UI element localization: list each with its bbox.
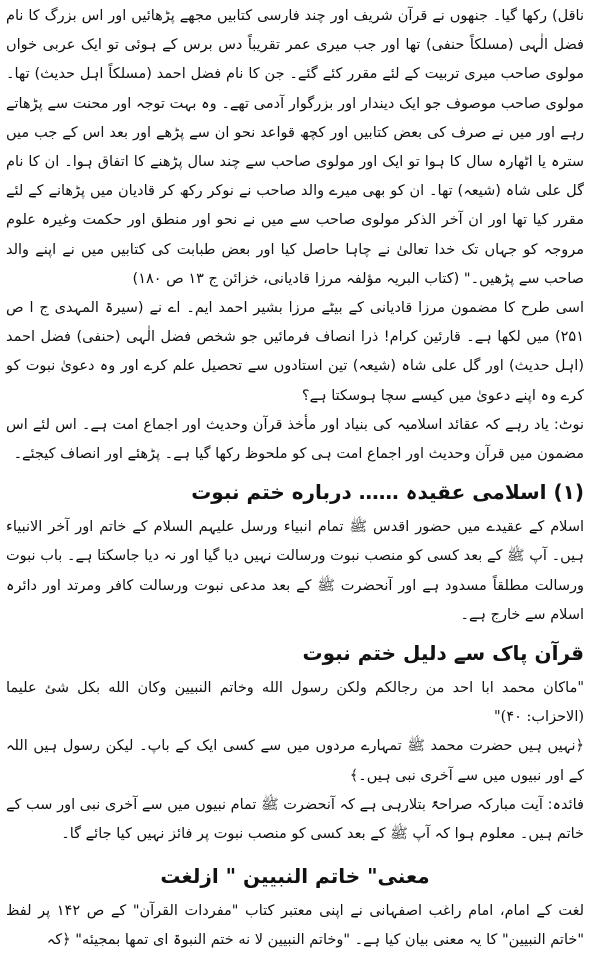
paragraph-biography: ناقل) رکھا گیا۔ جنھوں نے قرآن شریف اور چند فارسی کتابیں مجھے پڑھائیں اور اس بزرگ کا نام فضل الٰہی (مسلکاً حنفی) تھا اور جب میری عمر تقریباً دس برس کے ہوئی تو ایک عربی خواں مولوی صاحب میری تربیت کے لئے مقرر کئے گئے۔ جن کا نام فضل احمد (مسلکاً اہل حدیث) تھا۔ مولوی صاحب موصوف جو ایک دیندار اور بزرگوار آدمی تھے۔ وہ بہت توجہ اور محنت سے پڑھاتے رہے اور میں نے صرف کی بعض کتابیں اور کچھ قواعد نحو ان سے پڑھے اور بعد اس کے جب میں سترہ یا اٹھارہ سال کا ہوا تو ایک اور مولوی صاحب سے چند سال پڑھنے کا اتفاق ہوا۔ ان کا نام گل علی شاہ (شیعہ) تھا۔ ان کو بھی میرے والد صاحب نے نوکر رکھ کر قادیان میں پڑھانے کے لئے مقرر کیا تھا اور ان آخر الذکر مولوی صاحب سے میں نے نحو اور منطق اور حکمت وغیرہ علوم مروجہ کو جہاں تک خدا تعالیٰ نے چاہا حاصل کیا اور بعض طبابت کی کتابیں میں نے اپنے والد صاحب سے پڑھیں۔" (کتاب البریہ مؤلفہ مرزا قادیانی، خزائن ج ۱۳ ص ۱۸۰) <box>6 8 584 287</box>
section-heading-lexical-meaning: معنی" خاتم النبیین " ازلغت <box>160 864 430 889</box>
document-page <box>6 2 584 956</box>
verse-translation: ﴿نہیں ہیں حضرت محمد ﷺ تمہارے مردوں میں سے کسی ایک کے باپ۔ لیکن رسول ہیں اللہ کے اور نبیوں میں سے آخری نبی ہیں۔﴾ <box>6 738 584 784</box>
paragraph-teachers: اسی طرح کا مضمون مرزا قادیانی کے بیٹے مرزا بشیر احمد ایم۔ اے نے (سیرۃ المہدی ج ا ص ۲۵۱) میں لکھا ہے۔ قارئین کرام! ذرا انصاف فرمائیں جو شخص فضل الٰہی (حنفی) فضل احمد (اہل حدیث) اور گل علی شاہ (شیعہ) تین استادوں سے تحصیل علم کرے اور وہ دعویٰ نبوت کو کرے وہ اپنے دعویٰ میں کیسے سچا ہوسکتا ہے؟ <box>6 300 584 404</box>
paragraph-note: نوٹ: یاد رہے کہ عقائد اسلامیہ کی بنیاد اور مأخذ قرآن وحدیث اور اجماع امت ہے۔ اس لئے اس مضمون میں قرآن وحدیث اور اجماع امت ہی کو ملحوظ رکھا گیا ہے۔ پڑھئے اور انصاف کیجئے۔ <box>6 416 584 463</box>
paragraph-lughat: لغت کے امام، امام راغب اصفہانی نے اپنی معتبر کتاب "مفردات القرآن" کے ص ۱۴۲ پر لفظ "خاتم النبیین" کا یہ معنی بیان کیا ہے۔ "وخاتم النبیین لا نه ختم النبوۃ ای تمها بمجیئه" ﴿کہ <box>6 903 584 949</box>
section-heading-quran-proof: قرآن پاک سے دلیل ختم نبوت <box>302 641 584 666</box>
paragraph-islamic-belief: اسلام کے عقیدے میں حضور اقدس ﷺ تمام انبیاء ورسل علیہم السلام کے خاتم اور آخر الانبیاء ہیں۔ آپ ﷺ کے بعد کسی کو منصب نبوت ورسالت نہیں دیا گیا اور نہ دیا جاسکتا ہے۔ باب نبوت ورسالت مطلقاً مسدود ہے اور آنحضرت ﷺ کے بعد مدعی نبوت ورسالت کافر ومرتد اور دائرہ اسلام سے خارج ہے۔ <box>6 519 584 623</box>
section-heading-islamic-belief: (۱) اسلامی عقیدہ …… درباره ختم نبوت <box>191 480 584 505</box>
arabic-verse: "ماکان محمد ابا احد من رجالکم ولکن رسول الله وخاتم النبیین وکان الله بکل شئ علیما (الاحزاب: ۴۰)" <box>6 680 584 726</box>
paragraph-faida: فائدہ: آیت مبارکہ صراحۃً بتلارہی ہے کہ آنحضرت ﷺ تمام نبیوں میں سے آخری نبی اور سب کے خاتم ہیں۔ معلوم ہوا کہ آپ ﷺ کے بعد کسی کو منصب نبوت پر فائز نہیں کیا جائے گا۔ <box>6 796 584 843</box>
